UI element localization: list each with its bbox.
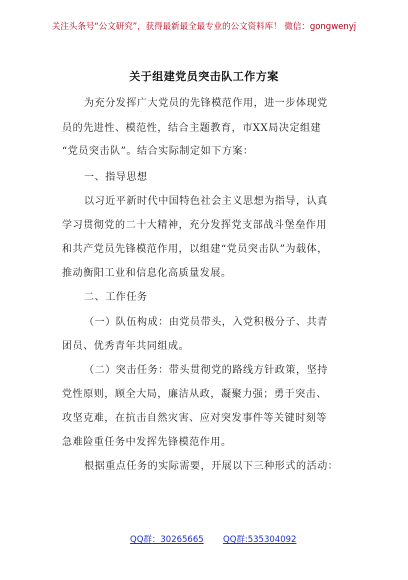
paragraph-line: 攻坚克难，在抗击自然灾害、应对突发事件等关键时刻等 xyxy=(62,413,327,424)
paragraph-line: 为充分发挥广大党员的先锋模范作用，进一步体现党 xyxy=(84,98,328,109)
paragraph-line: 急难险重任务中发挥先锋模范作用。 xyxy=(62,437,232,448)
paragraph-line: 员的先进性、模范性，结合主题教育，市XX局决定组建 xyxy=(62,123,322,134)
qq-group-link-2[interactable]: QQ群:535304092 xyxy=(223,535,297,545)
qq-group-link-1[interactable]: QQ群：30265665 xyxy=(130,535,204,545)
paragraph-line: （二）突击任务：带头贯彻党的路线方针政策，坚持 xyxy=(84,365,328,376)
paragraph-line: “党员突击队”。结合实际制定如下方案： xyxy=(62,146,254,157)
paragraph-line: 和共产党员先锋模范作用，以组建“党员突击队”为载体， xyxy=(62,244,328,255)
paragraph-line: 根据重点任务的实际需要，开展以下三种形式的活动： xyxy=(84,461,339,472)
document-title: 关于组建党员突击队工作方案 xyxy=(129,70,279,83)
section-heading: 一、指导思想 xyxy=(84,172,148,183)
paragraph-line: 党性原则，顾全大局，廉洁从政，凝聚力强；勇于突击、 xyxy=(62,389,327,400)
paragraph-line: 学习贯彻党的二十大精神，充分发挥党支部战斗堡垒作用 xyxy=(62,220,327,231)
section-heading: 二、工作任务 xyxy=(84,292,148,303)
paragraph-line: （一）队伍构成：由党员带头，入党积极分子、共青 xyxy=(84,317,328,328)
paragraph-line: 推动衡阳工业和信息化高质量发展。 xyxy=(62,268,232,279)
header-banner: 关注头条号“公文研究”，获得最新最全最专业的公文资料库！ 微信：gongwenyj xyxy=(51,22,357,32)
footer xyxy=(0,533,408,549)
paragraph-line: 以习近平新时代中国特色社会主义思想为指导，认真 xyxy=(84,196,328,207)
paragraph-line: 团员、优秀青年共同组成。 xyxy=(62,341,190,352)
